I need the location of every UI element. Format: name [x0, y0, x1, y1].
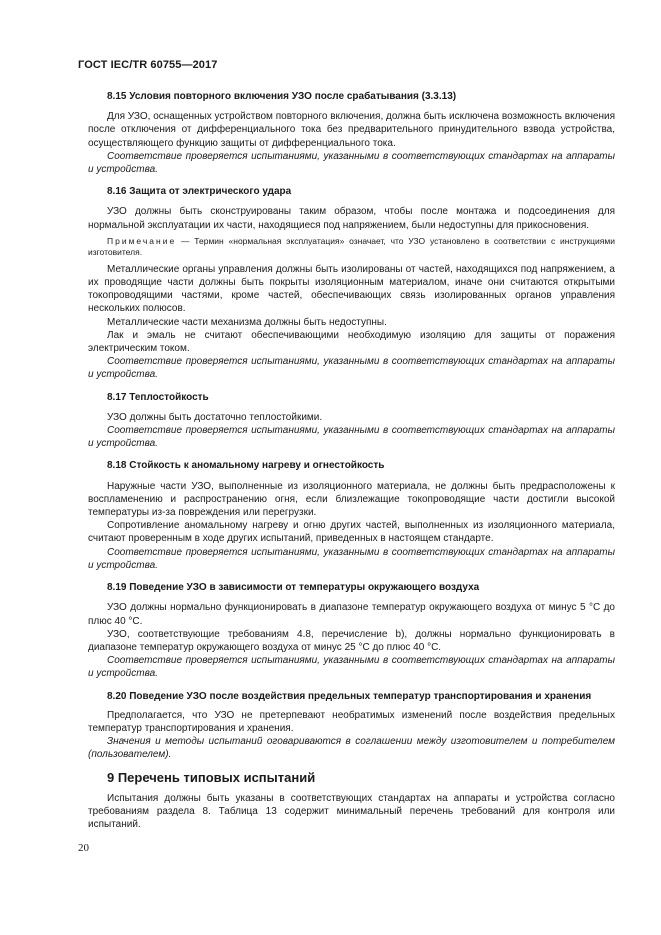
note-label: Примечание: [107, 235, 177, 246]
paragraph: Предполагается, что УЗО не претерпевают необратимых изменений после воздействия предельных температур транспортирования и хранения.: [88, 709, 615, 734]
paragraph: Наружные части УЗО, выполненные из изоляционного материала, не должны быть предрасположены к воспламенению и распространению огня, если близлежащие токопроводящие части достигли высокой температуры из-за повреждения или перегрузки.: [88, 480, 615, 519]
section-8-17: [88, 391, 615, 451]
paragraph: Для УЗО, оснащенных устройством повторного включения, должна быть исключена возможность включения после отключения от дифференциального тока без предварительного принудительного взвода устройства, осуществляющего функцию защиты от дифференциального тока.: [88, 111, 615, 149]
standard-header: ГОСТ IEC/TR 60755—2017: [78, 59, 218, 71]
compliance-paragraph: Значения и методы испытаний оговариваются в соглашении между изготовителем и потребителем (пользователем).: [88, 736, 615, 761]
paragraph: УЗО, соответствующие требованиям 4.8, перечисление b), должны нормально функционировать в диапазоне температур окружающего воздуха от минус 25 °C до плюс 40 °C.: [88, 628, 615, 653]
section-title: 8.15 Условия повторного включения УЗО после срабатывания (3.3.13): [107, 91, 457, 102]
document-body: [88, 90, 615, 831]
section-title: 8.16 Защита от электрического удара: [107, 186, 292, 198]
section-8-18: [88, 459, 615, 572]
paragraph: Металлические части механизма должны быть недоступны.: [107, 316, 387, 328]
section-title: 8.20 Поведение УЗО после воздействия предельных температур транспортирования и хранения: [107, 690, 592, 702]
paragraph: УЗО должны быть достаточно теплостойкими.: [107, 411, 323, 423]
paragraph: Лак и эмаль не считают обеспечивающими необходимую изоляцию для защиты от поражения электрическим током.: [88, 329, 615, 355]
compliance-paragraph: Соответствие проверяется испытаниями, указанными в соответствующих стандартах на аппараты и устройства.: [88, 546, 615, 571]
compliance-paragraph: Соответствие проверяется испытаниями, указанными в соответствующих стандартах на аппараты и устройства.: [88, 425, 615, 450]
note-text: — Термин «нормальная эксплуатация» означает, что УЗО установлено в соответствии с инструкциями изготовителя.: [88, 235, 615, 257]
section-8-20: [88, 690, 615, 762]
section-title: 8.17 Теплостойкость: [107, 391, 209, 403]
chapter-title: 9 Перечень типовых испытаний: [107, 769, 316, 785]
compliance-paragraph: Соответствие проверяется испытаниями, указанными в соответствующих стандартах на аппараты и устройства.: [88, 150, 615, 176]
paragraph: Сопротивление аномальному нагреву и огню других частей, выполненных из изоляционного материала, считают проверенным в ходе других испытаний, приведенных в настоящем стандарте.: [88, 520, 615, 545]
section-title: 8.18 Стойкость к аномальному нагреву и огнестойкость: [107, 460, 385, 472]
paragraph: УЗО должны нормально функционировать в диапазоне температур окружающего воздуха от минус 5 °C до плюс 40 °C.: [88, 602, 615, 627]
section-title: 8.19 Поведение УЗО в зависимости от температуры окружающего воздуха: [107, 582, 480, 594]
compliance-paragraph: Соответствие проверяется испытаниями, указанными в соответствующих стандартах на аппараты и устройства.: [88, 655, 615, 680]
section-8-19: [88, 581, 615, 680]
section-8-16: [88, 185, 615, 381]
paragraph: Металлические органы управления должны быть изолированы от частей, находящихся под напряжением, а их проводящие части должны быть покрыты изоляционным материалом, иначе они считаются открытыми токопроводящими частями, кроме частей, обеспечивающих связь изолированных органов управления нескольких полюсов.: [88, 263, 615, 315]
note: [88, 236, 615, 258]
paragraph: УЗО должны быть сконструированы таким образом, чтобы после монтажа и подсоединения для нормальной эксплуатации их части, находящиеся под напряжением, были недоступны для прикосновения.: [88, 206, 615, 231]
compliance-paragraph: Соответствие проверяется испытаниями, указанными в соответствующих стандартах на аппараты и устройства.: [88, 356, 615, 381]
paragraph: Испытания должны быть указаны в соответствующих стандартах на аппараты и устройства согласно требованиям раздела 8. Таблица 13 содержит минимальный перечень требований для контроля или испытаний.: [88, 792, 615, 831]
page-number: 20: [78, 842, 89, 854]
section-8-15: [88, 90, 615, 176]
